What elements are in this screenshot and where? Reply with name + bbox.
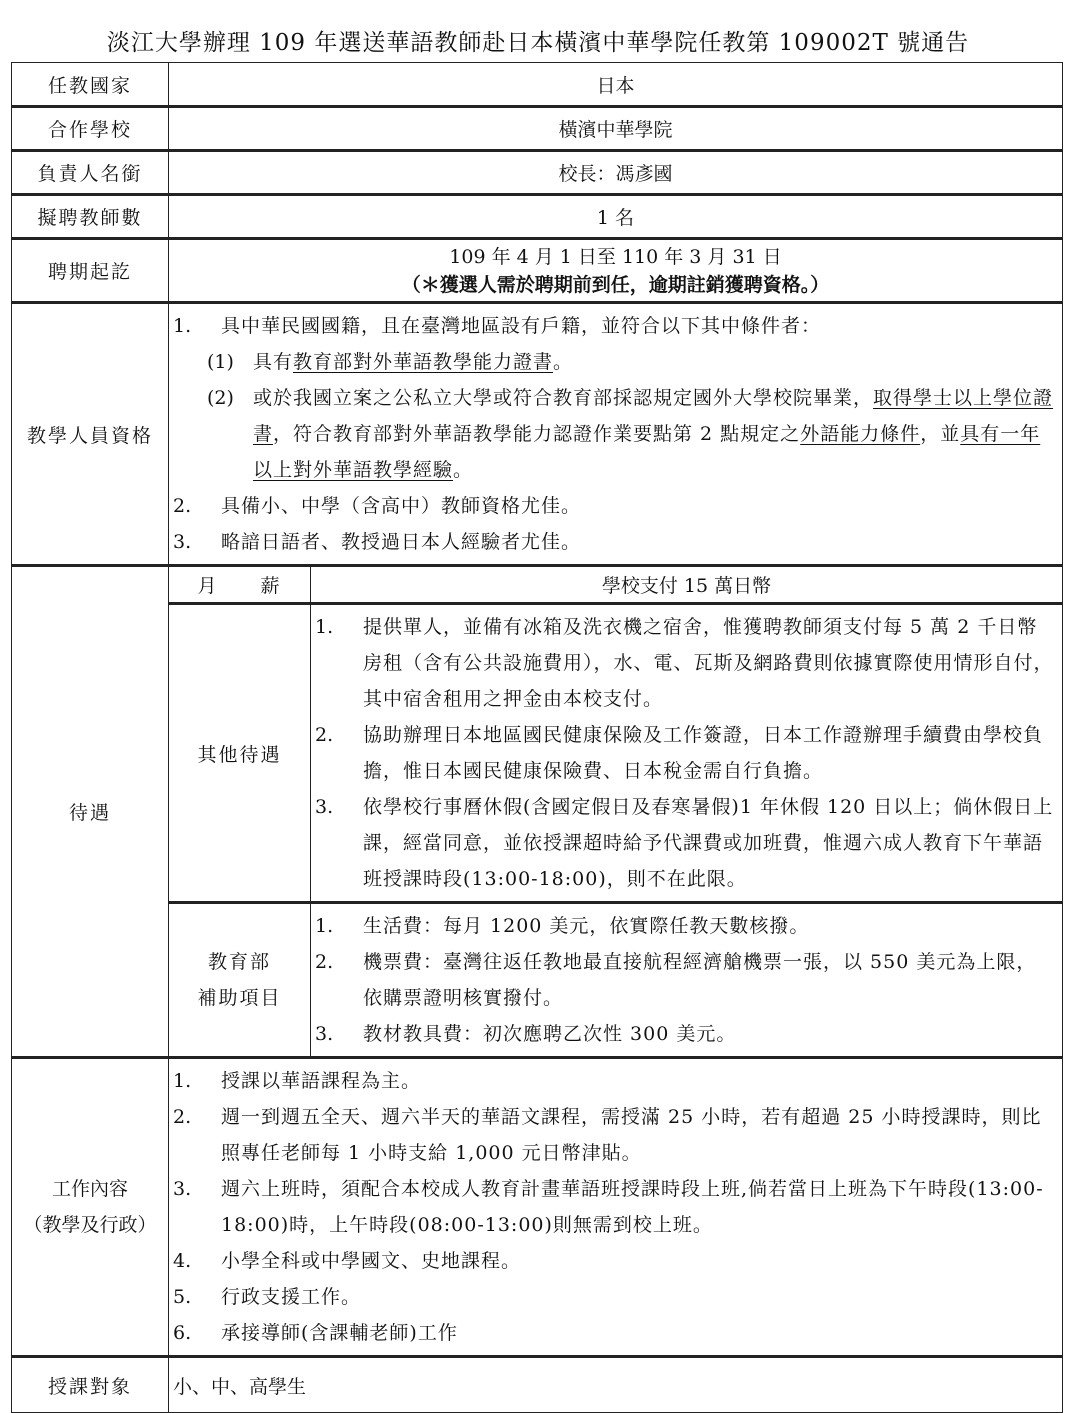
moe-subsidy-list [311, 903, 1063, 1058]
target-value: 小、中、高學生 [169, 1357, 1063, 1413]
list-item: 2. 週一到週五全天、週六半天的華語文課程，需授滿 25 小時，若有超過 25 小時授課時，則比照專任老師每 1 小時支給 1,000 元日幣津貼。 [173, 1106, 1042, 1164]
target-label: 授課對象 [12, 1357, 169, 1413]
other-benefits-label: 其他待遇 [169, 604, 311, 903]
row-school [12, 107, 1063, 151]
row-period [12, 239, 1063, 303]
list-item: 1. 授課以華語課程為主。 [173, 1070, 422, 1092]
country-value: 日本 [169, 63, 1063, 107]
qualifications-list [169, 303, 1063, 566]
head-value: 校長：馮彥國 [169, 151, 1063, 195]
list-item: 5. 行政支援工作。 [173, 1286, 362, 1308]
notice-table [11, 62, 1063, 1413]
list-item: 2. 機票費：臺灣往返任教地最直接航程經濟艙機票一張，以 550 美元為上限，依購票證明核實撥付。 [315, 951, 1037, 1009]
moe-subsidy-label: 教育部 補助項目 [169, 903, 311, 1058]
row-count [12, 195, 1063, 239]
list-item: 3. 略諳日語者、教授過日本人經驗者尤佳。 [173, 531, 582, 553]
document-title: 淡江大學辦理 109 年選送華語教師赴日本橫濱中華學院任教第 109002T 號通告 [106, 30, 970, 56]
list-item: 2. 具備小、中學（含高中）教師資格尤佳。 [173, 495, 582, 517]
head-label: 負責人名銜 [12, 151, 169, 195]
salary-value: 學校支付 15 萬日幣 [311, 566, 1063, 604]
country-label: 任教國家 [12, 63, 169, 107]
list-item: (2) 或於我國立案之公私立大學或符合教育部採認規定國外大學校院畢業，取得學士以上學位證書，符合教育部對外華語教學能力認證作業要點第 2 點規定之外語能力條件，並具有一年以上對外華語教學經驗。 [207, 387, 1054, 481]
list-item: 1. 生活費：每月 1200 美元，依實際任教天數核撥。 [315, 915, 810, 937]
row-target [12, 1357, 1063, 1413]
count-label: 擬聘教師數 [12, 195, 169, 239]
list-item: (1) 具有教育部對外華語教學能力證書。 [207, 351, 574, 373]
row-head [12, 151, 1063, 195]
list-item: 2. 協助辦理日本地區國民健康保險及工作簽證，日本工作證辦理手續費由學校負擔，惟日本國民健康保險費、日本稅金需自行負擔。 [315, 724, 1044, 782]
row-duties [12, 1058, 1063, 1357]
list-item: 3. 依學校行事曆休假(含國定假日及春寒暑假)1 年休假 120 日以上；倘休假日上課，經當同意，並依授課超時給予代課費或加班費，惟週六成人教育下午華語班授課時段(13:00-18:00)，則不在此限。 [315, 796, 1054, 890]
list-item: 1. 提供單人，並備有冰箱及洗衣機之宿舍，惟獲聘教師須支付每 5 萬 2 千日幣房租（含有公共設施費用），水、電、瓦斯及網路費則依據實際使用情形自付，其中宿舍租用之押金由本校支付。 [315, 616, 1054, 710]
row-other-benefits [12, 604, 1063, 903]
count-value: 1 名 [169, 195, 1063, 239]
salary-label: 月 薪 [169, 566, 311, 604]
period-dates: 109 年 4 月 1 日至 110 年 3 月 31 日 [449, 245, 782, 268]
list-item: 3. 教材教具費：初次應聘乙次性 300 美元。 [315, 1023, 737, 1045]
row-moe-subsidy [12, 903, 1063, 1058]
list-item: 4. 小學全科或中學國文、史地課程。 [173, 1250, 522, 1272]
row-qualifications [12, 303, 1063, 566]
period-label: 聘期起訖 [12, 239, 169, 303]
row-salary [12, 566, 1063, 604]
other-benefits-list [311, 604, 1063, 903]
row-country [12, 63, 1063, 107]
list-item: 3. 週六上班時，須配合本校成人教育計畫華語班授課時段上班,倘若當日上班為下午時段(13:00-18:00)時，上午時段(08:00-13:00)則無需到校上班。 [173, 1178, 1044, 1236]
qualifications-label: 教學人員資格 [12, 303, 169, 566]
list-item: 1. 具中華民國國籍，且在臺灣地區設有戶籍，並符合以下其中條件者： [173, 315, 822, 337]
duties-label: 工作內容 （教學及行政） [12, 1058, 169, 1357]
list-item: 6. 承接導師(含課輔老師)工作 [173, 1322, 458, 1344]
period-note: （＊獲選人需於聘期前到任，逾期註銷獲聘資格。） [401, 273, 830, 296]
school-label: 合作學校 [12, 107, 169, 151]
school-value: 橫濱中華學院 [169, 107, 1063, 151]
duties-list [169, 1058, 1063, 1357]
benefits-label: 待遇 [12, 566, 169, 1058]
